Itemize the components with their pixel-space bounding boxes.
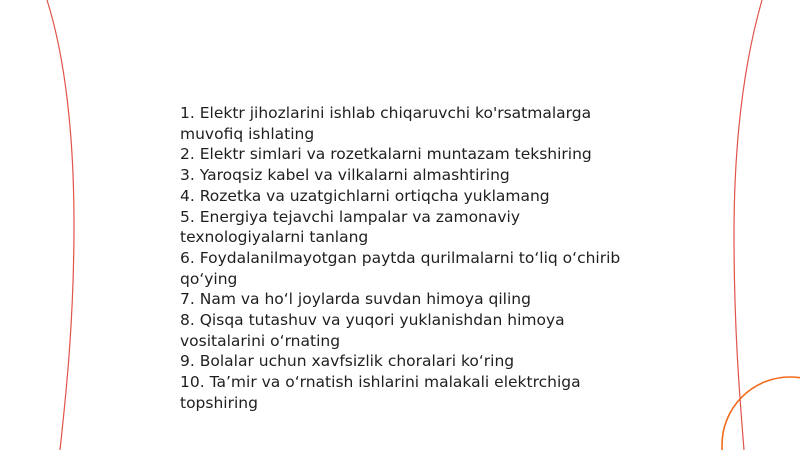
list-item — [180, 289, 625, 310]
item-text: Qisqa tutashuv va yuqori yuklanishdan himoya vositalarini o‘rnating — [180, 311, 565, 350]
orange-ring — [722, 377, 800, 450]
list-item — [180, 372, 625, 413]
item-number: 3. — [180, 166, 195, 185]
list-item — [180, 248, 625, 289]
item-number: 1. — [180, 104, 195, 122]
item-text: Elektr jihozlarini ishlab chiqaruvchi ko'rsatmalarga muvofiq ishlating — [180, 104, 592, 143]
list-item — [180, 351, 625, 372]
item-text: Ta’mir va o‘rnatish ishlarini malakali elektrchiga topshiring — [180, 373, 581, 412]
safety-tips-list — [180, 103, 625, 414]
item-text: Foydalanilmayotgan paytda qurilmalarni to‘liq o‘chirib qo‘ying — [180, 248, 621, 288]
item-number: 2. — [180, 145, 195, 164]
list-item — [180, 144, 625, 165]
left-arc — [47, 0, 74, 450]
right-arc — [734, 0, 762, 450]
item-text: Bolalar uchun xavfsizlik choralari ko‘ring — [199, 352, 515, 371]
list-item — [180, 103, 625, 144]
item-number: 8. — [180, 311, 195, 330]
item-text: Yaroqsiz kabel va vilkalarni almashtiring — [199, 166, 510, 185]
item-number: 4. — [180, 186, 195, 205]
list-item — [180, 207, 625, 248]
list-item — [180, 310, 625, 351]
list-item — [180, 186, 625, 207]
item-text: Nam va ho‘l joylarda suvdan himoya qiling — [199, 290, 531, 309]
item-number: 5. — [180, 207, 195, 226]
item-number: 9. — [180, 352, 195, 371]
item-text: Elektr simlari va rozetkalarni muntazam tekshiring — [199, 145, 592, 164]
item-number: 7. — [180, 290, 195, 309]
item-number: 10. — [180, 373, 205, 392]
item-text: Energiya tejavchi lampalar va zamonaviy texnologiyalarni tanlang — [180, 207, 521, 247]
list-item — [180, 165, 625, 186]
item-number: 6. — [180, 248, 195, 267]
item-text: Rozetka va uzatgichlarni ortiqcha yuklamang — [199, 186, 550, 205]
